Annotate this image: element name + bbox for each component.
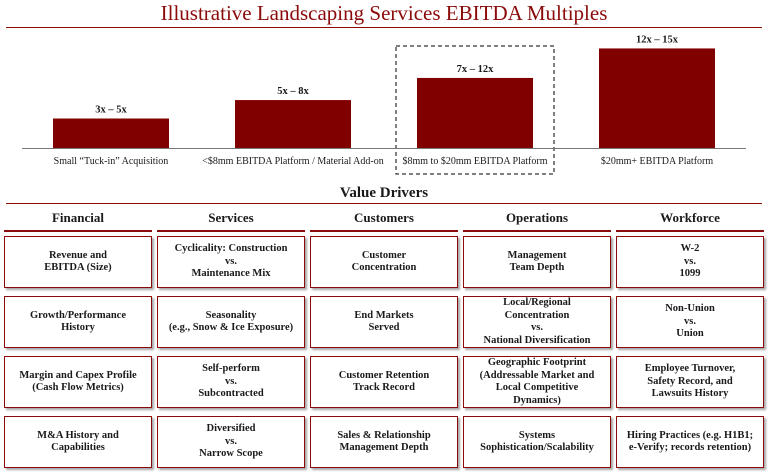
driver-column-workforce [616, 206, 764, 468]
title-divider [6, 27, 762, 28]
driver-card: Customer Retention Track Record [310, 356, 458, 408]
value-drivers-title: Value Drivers [339, 185, 429, 201]
driver-card: Employee Turnover, Safety Record, and Lawsuits History [616, 356, 764, 408]
driver-card: M&A History and Capabilities [4, 416, 152, 468]
driver-column-services [157, 206, 305, 468]
driver-card: Geographic Footprint (Addressable Market and Local Competitive Dynamics) [463, 356, 611, 408]
column-header: Financial [4, 206, 152, 232]
category-label-3: $8mm to $20mm EBITDA Platform [402, 156, 548, 167]
page-title: Illustrative Landscaping Services EBITDA Multiples [160, 1, 608, 25]
category-label-2: <$8mm EBITDA Platform / Material Add-on [202, 156, 384, 167]
driver-card: Customer Concentration [310, 236, 458, 288]
driver-card: Sales & Relationship Management Depth [310, 416, 458, 468]
driver-card: Revenue and EBITDA (Size) [4, 236, 152, 288]
driver-card: Seasonality (e.g., Snow & Ice Exposure) [157, 296, 305, 348]
driver-column-operations [463, 206, 611, 468]
driver-card: Hiring Practices (e.g. H1B1; e-Verify; records retention) [616, 416, 764, 468]
column-header: Services [157, 206, 305, 232]
driver-card: Cyclicality: Construction vs. Maintenance Mix [157, 236, 305, 288]
driver-card: W-2 vs. 1099 [616, 236, 764, 288]
driver-card: Self-perform vs. Subcontracted [157, 356, 305, 408]
bar-4 [599, 48, 715, 148]
data-label-4: 12x – 15x [636, 34, 678, 46]
data-label-3: 7x – 12x [456, 63, 494, 75]
driver-card: Diversified vs. Narrow Scope [157, 416, 305, 468]
column-header: Operations [463, 206, 611, 232]
data-label-2: 5x – 8x [277, 86, 309, 98]
bar-2 [235, 100, 351, 148]
column-header: Workforce [616, 206, 764, 232]
value-drivers-divider [6, 203, 762, 204]
driver-card: Management Team Depth [463, 236, 611, 288]
category-label-1: Small “Tuck-in” Acquisition [53, 156, 169, 167]
column-header: Customers [310, 206, 458, 232]
driver-card: Local/Regional Concentration vs. National Diversification [463, 296, 611, 348]
ebitda-multiples-chart [0, 30, 768, 180]
data-label-1: 3x – 5x [95, 104, 127, 116]
driver-card: Non-Union vs. Union [616, 296, 764, 348]
driver-card: Growth/Performance History [4, 296, 152, 348]
driver-card: Margin and Capex Profile (Cash Flow Metrics) [4, 356, 152, 408]
driver-card: End Markets Served [310, 296, 458, 348]
driver-column-customers [310, 206, 458, 468]
bar-3 [417, 78, 533, 148]
driver-column-financial [4, 206, 152, 468]
category-label-4: $20mm+ EBITDA Platform [600, 156, 714, 167]
driver-card: Systems Sophistication/Scalability [463, 416, 611, 468]
bar-1 [53, 119, 169, 149]
